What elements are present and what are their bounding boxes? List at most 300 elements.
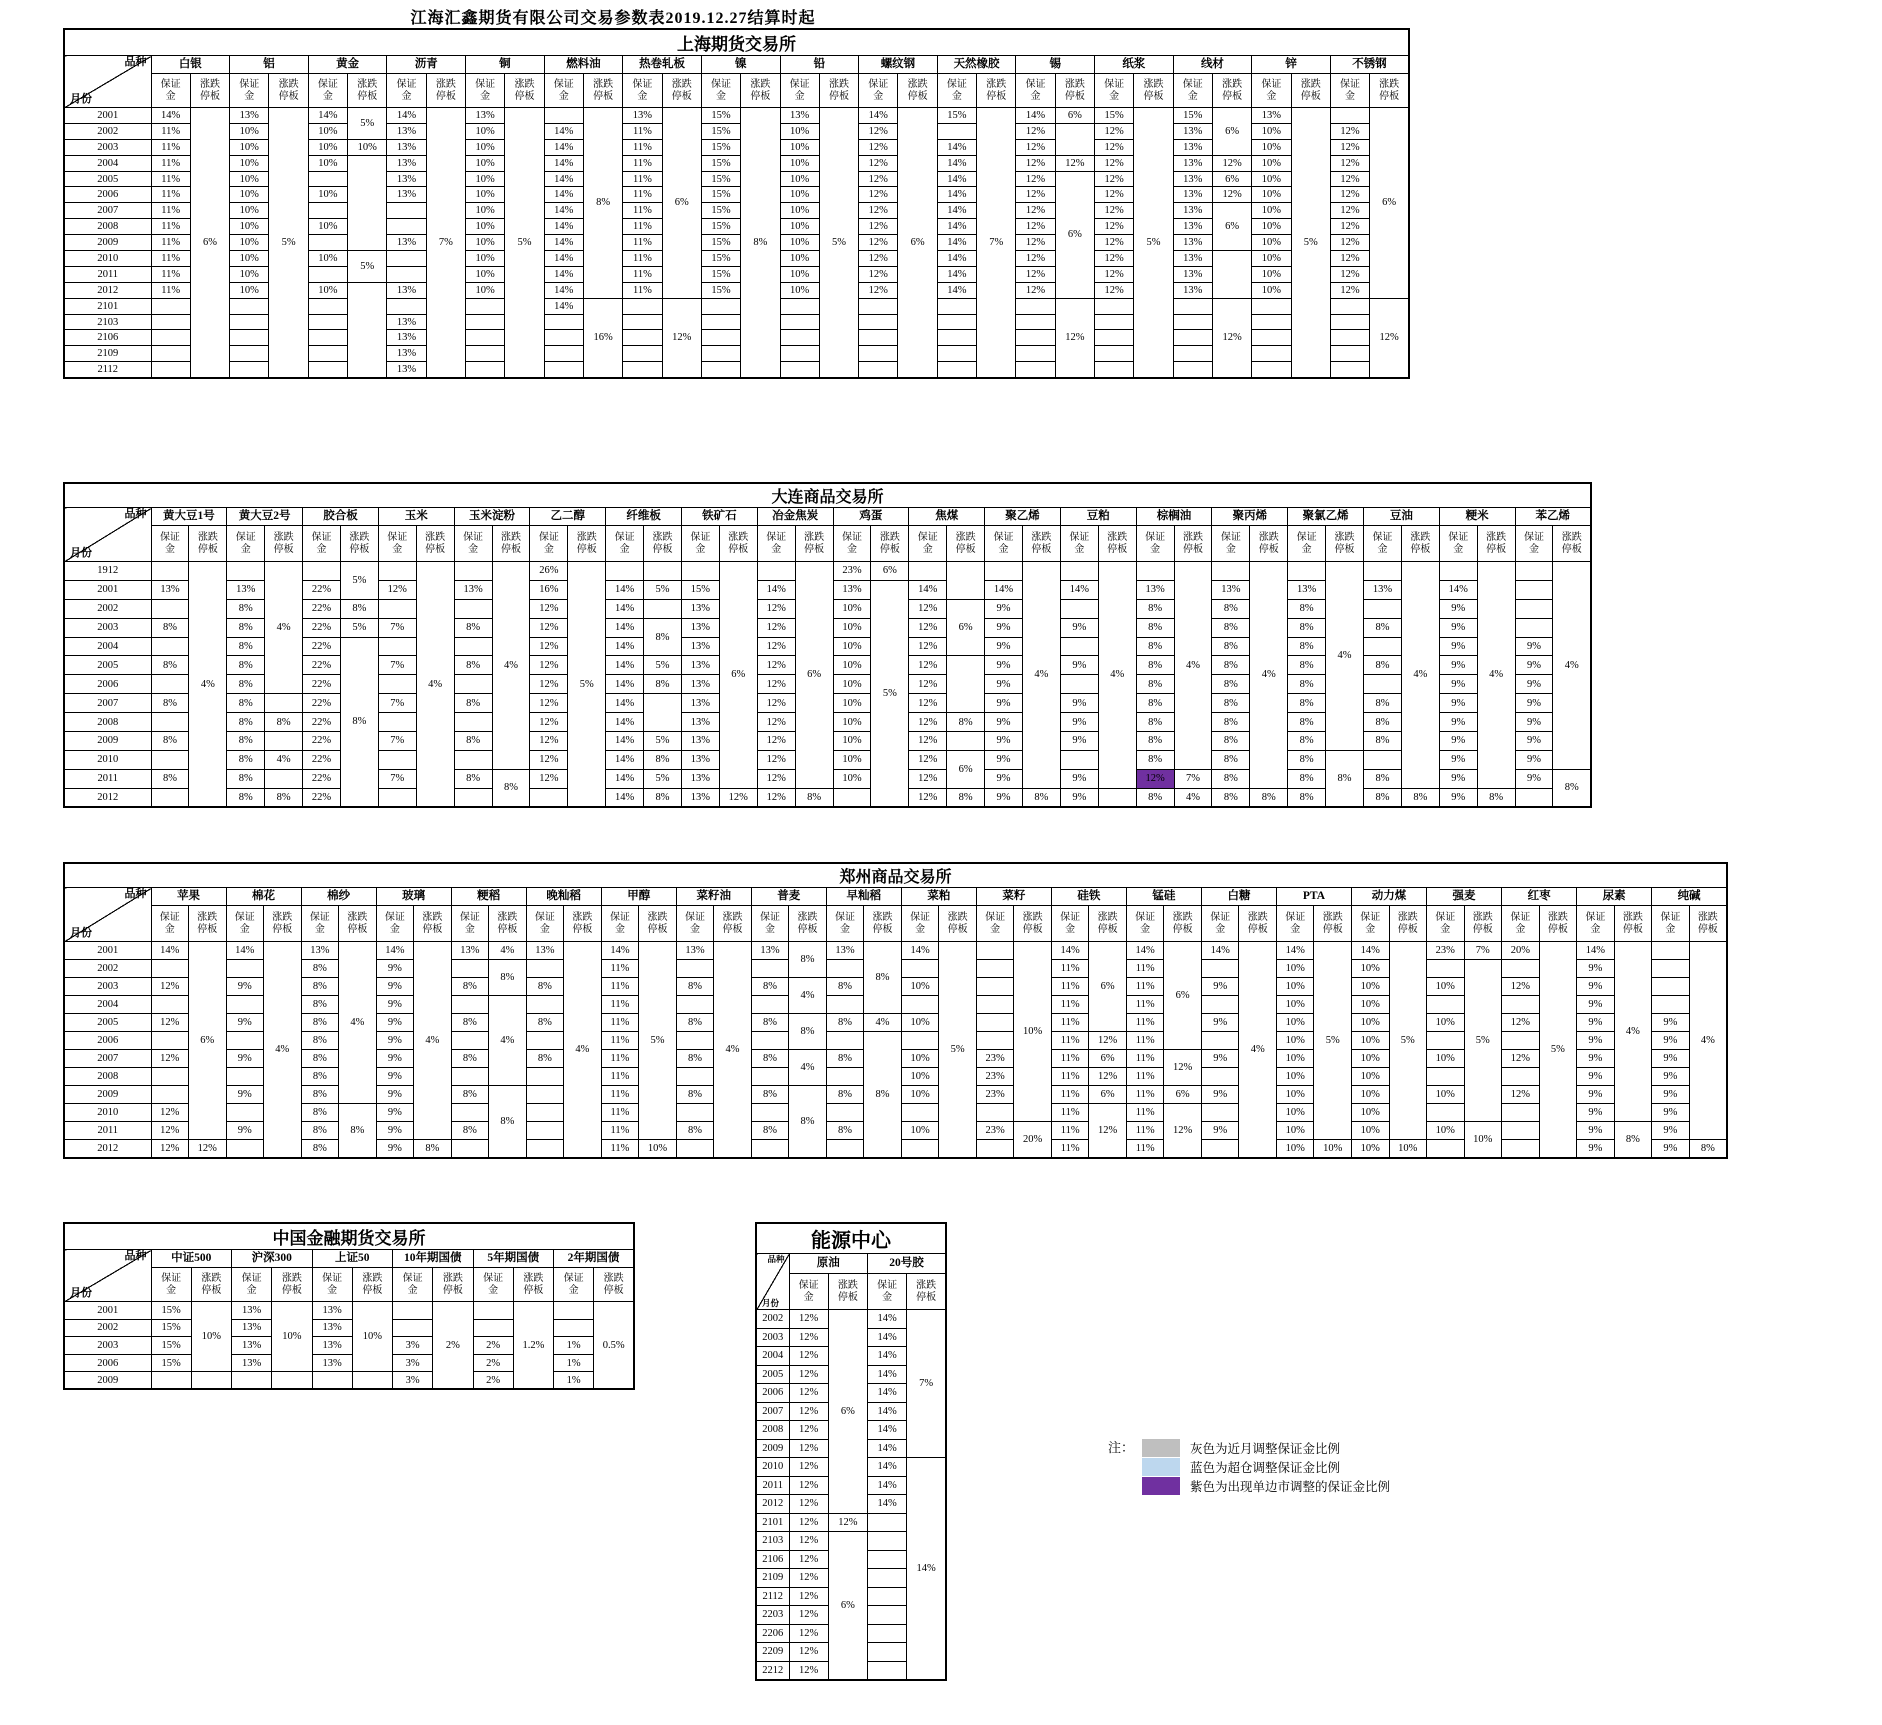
limit-header: 涨跌 停板	[1553, 526, 1591, 562]
margin-cell: 11%	[601, 978, 639, 996]
margin-cell: 13%	[387, 330, 426, 346]
margin-cell	[1212, 562, 1250, 581]
margin-cell: 12%	[530, 732, 568, 751]
margin-cell: 8%	[151, 694, 189, 713]
legend-item-text: 紫色为出现单边市调整的保证金比例	[1190, 1479, 1391, 1494]
margin-cell: 8%	[151, 732, 189, 751]
margin-cell	[780, 330, 819, 346]
margin-cell: 10%	[230, 235, 269, 251]
margin-header: 保证 金	[1364, 526, 1402, 562]
margin-cell	[868, 1643, 907, 1662]
limit-header: 涨跌 停板	[1098, 526, 1136, 562]
margin-cell: 9%	[1439, 713, 1477, 732]
product-header: 黄大豆2号	[227, 508, 303, 526]
limit-cell: 8%	[741, 108, 780, 378]
margin-cell	[1173, 314, 1212, 330]
limit-header: 涨跌 停板	[505, 74, 544, 108]
margin-cell	[312, 1372, 352, 1390]
margin-cell	[1652, 978, 1690, 996]
margin-cell	[901, 1140, 939, 1158]
exchange-title: 大连商品交易所	[64, 483, 1591, 508]
limit-cell: 4%	[1098, 562, 1136, 789]
month-label: 2101	[756, 1513, 789, 1532]
limit-cell: 10%	[1314, 1140, 1352, 1158]
limit-header: 涨跌 停板	[264, 906, 302, 942]
limit-cell: 6%	[1212, 203, 1251, 251]
margin-cell	[780, 346, 819, 362]
margin-cell: 9%	[376, 978, 414, 996]
limit-header: 涨跌 停板	[583, 74, 622, 108]
margin-cell: 22%	[303, 694, 341, 713]
limit-header: 涨跌 停板	[1239, 906, 1277, 942]
margin-cell: 12%	[1016, 251, 1055, 267]
month-label: 2002	[64, 599, 151, 618]
margin-cell: 10%	[466, 187, 505, 203]
margin-header: 保证 金	[681, 526, 719, 562]
limit-header: 涨跌 停板	[1326, 526, 1364, 562]
month-label: 2001	[64, 942, 151, 960]
margin-cell: 8%	[1212, 713, 1250, 732]
margin-cell: 12%	[757, 675, 795, 694]
margin-cell: 10%	[1276, 1140, 1314, 1158]
margin-cell: 12%	[789, 1587, 828, 1606]
margin-cell	[526, 960, 564, 978]
margin-header: 保证 金	[985, 526, 1023, 562]
margin-cell: 14%	[1051, 942, 1089, 960]
margin-cell: 13%	[681, 750, 719, 769]
margin-header: 保证 金	[466, 74, 505, 108]
margin-cell	[780, 362, 819, 378]
margin-cell	[151, 713, 189, 732]
limit-cell: 8%	[339, 1104, 377, 1158]
margin-cell: 9%	[1201, 1050, 1239, 1068]
margin-header: 保证 金	[1016, 74, 1055, 108]
margin-cell: 9%	[1201, 978, 1239, 996]
margin-cell: 9%	[985, 637, 1023, 656]
limit-header: 涨跌 停板	[594, 1268, 634, 1302]
margin-cell: 9%	[1439, 694, 1477, 713]
margin-cell: 11%	[1126, 1104, 1164, 1122]
legend-item	[1142, 1438, 1390, 1457]
margin-cell: 13%	[1364, 580, 1402, 599]
margin-cell	[454, 599, 492, 618]
margin-cell: 22%	[303, 788, 341, 807]
margin-cell	[1060, 562, 1098, 581]
margin-cell: 11%	[1126, 1086, 1164, 1104]
margin-cell: 8%	[1136, 599, 1174, 618]
limit-cell: 6%	[719, 562, 757, 789]
limit-cell: 5%	[1134, 108, 1173, 378]
margin-cell	[681, 562, 719, 581]
margin-cell: 13%	[232, 1337, 272, 1355]
margin-header: 保证 金	[473, 1268, 513, 1302]
margin-cell: 13%	[1173, 155, 1212, 171]
margin-cell: 11%	[1126, 1140, 1164, 1158]
product-header: 线材	[1173, 56, 1252, 74]
margin-cell	[1201, 960, 1239, 978]
month-label: 2008	[64, 713, 151, 732]
margin-header: 保证 金	[376, 906, 414, 942]
product-header: 燃料油	[544, 56, 623, 74]
limit-cell: 4%	[1401, 562, 1439, 789]
margin-cell: 12%	[1330, 155, 1369, 171]
margin-cell: 9%	[1439, 656, 1477, 675]
margin-cell: 8%	[227, 713, 265, 732]
margin-cell: 8%	[451, 978, 489, 996]
limit-header: 涨跌 停板	[272, 1268, 312, 1302]
limit-cell	[1212, 251, 1251, 299]
margin-cell: 12%	[530, 637, 568, 656]
limit-cell: 8%	[789, 1086, 827, 1158]
margin-cell: 9%	[985, 694, 1023, 713]
limit-cell: 7%	[426, 108, 465, 378]
limit-header: 涨跌 停板	[1689, 906, 1727, 942]
margin-cell: 8%	[751, 1050, 789, 1068]
product-header: 铜	[466, 56, 545, 74]
margin-cell: 12%	[859, 219, 898, 235]
margin-cell	[1095, 314, 1134, 330]
limit-cell: 10%	[352, 1302, 392, 1372]
month-label: 2007	[756, 1402, 789, 1421]
product-header: 焦煤	[909, 508, 985, 526]
margin-cell: 9%	[376, 1140, 414, 1158]
margin-cell: 14%	[544, 282, 583, 298]
limit-cell: 8%	[414, 1140, 452, 1158]
limit-cell: 4%	[1250, 562, 1288, 789]
margin-cell: 8%	[1136, 694, 1174, 713]
margin-cell: 12%	[909, 750, 947, 769]
margin-cell: 8%	[526, 1014, 564, 1032]
margin-cell: 13%	[681, 656, 719, 675]
month-label: 2005	[756, 1365, 789, 1384]
margin-cell: 15%	[701, 187, 740, 203]
margin-cell	[526, 1122, 564, 1140]
exchange-title: 上海期货交易所	[64, 29, 1409, 56]
margin-cell: 12%	[789, 1643, 828, 1662]
margin-cell	[151, 788, 189, 807]
margin-header: 保证 金	[151, 74, 190, 108]
margin-cell	[451, 1140, 489, 1158]
margin-cell: 8%	[227, 769, 265, 788]
margin-cell	[226, 996, 264, 1014]
margin-cell: 9%	[985, 769, 1023, 788]
margin-cell: 14%	[868, 1439, 907, 1458]
margin-cell: 10%	[1352, 978, 1390, 996]
margin-cell: 13%	[387, 235, 426, 251]
month-label: 2012	[756, 1495, 789, 1514]
margin-header: 保证 金	[226, 906, 264, 942]
margin-cell	[1201, 1104, 1239, 1122]
margin-cell	[232, 1372, 272, 1390]
limit-cell: 4%	[1614, 942, 1652, 1122]
limit-cell: 0.5%	[594, 1302, 634, 1390]
margin-cell: 22%	[303, 769, 341, 788]
margin-cell: 12%	[530, 750, 568, 769]
limit-header: 涨跌 停板	[907, 1274, 946, 1310]
margin-cell: 13%	[387, 139, 426, 155]
margin-cell: 13%	[1173, 235, 1212, 251]
margin-cell: 8%	[1136, 618, 1174, 637]
margin-cell	[1016, 330, 1055, 346]
limit-header: 涨跌 停板	[568, 526, 606, 562]
margin-header: 保证 金	[151, 1268, 191, 1302]
margin-cell: 10%	[1427, 1086, 1465, 1104]
margin-cell: 8%	[227, 599, 265, 618]
margin-cell: 10%	[833, 732, 871, 751]
margin-cell: 12%	[757, 694, 795, 713]
limit-header: 涨跌 停板	[1401, 526, 1439, 562]
limit-header: 涨跌 停板	[189, 526, 227, 562]
limit-cell: 4%	[1022, 562, 1060, 789]
margin-cell: 8%	[301, 1050, 339, 1068]
margin-header: 保证 金	[1051, 906, 1089, 942]
margin-header: 保证 金	[526, 906, 564, 942]
margin-cell: 10%	[780, 235, 819, 251]
month-label: 2009	[64, 1086, 151, 1104]
margin-cell	[454, 713, 492, 732]
margin-cell: 23%	[976, 1086, 1014, 1104]
margin-cell: 10%	[1352, 1068, 1390, 1086]
limit-header: 涨跌 停板	[795, 526, 833, 562]
margin-cell	[451, 1068, 489, 1086]
margin-cell: 14%	[937, 235, 976, 251]
month-label: 2010	[64, 750, 151, 769]
margin-cell	[1427, 1068, 1465, 1086]
shfe-exchange-table-container	[63, 28, 1410, 379]
margin-cell: 15%	[701, 123, 740, 139]
limit-cell: 6%	[1055, 171, 1094, 298]
margin-cell	[1515, 618, 1553, 637]
product-header: 镍	[701, 56, 780, 74]
margin-header: 保证 金	[751, 906, 789, 942]
margin-cell: 8%	[826, 1122, 864, 1140]
margin-cell: 14%	[901, 942, 939, 960]
margin-cell	[378, 562, 416, 581]
limit-cell: 4%	[564, 942, 602, 1158]
czce-table	[63, 862, 1728, 1159]
margin-cell: 10%	[466, 203, 505, 219]
margin-cell: 9%	[376, 1122, 414, 1140]
margin-header: 保证 金	[868, 1274, 907, 1310]
month-label: 2003	[64, 1337, 151, 1355]
margin-cell	[901, 1032, 939, 1050]
margin-header: 保证 金	[1515, 526, 1553, 562]
margin-cell	[1515, 599, 1553, 618]
margin-cell: 10%	[466, 282, 505, 298]
margin-cell: 22%	[303, 656, 341, 675]
margin-cell: 14%	[937, 187, 976, 203]
product-header: 中证500	[151, 1250, 232, 1268]
margin-cell: 10%	[1276, 1068, 1314, 1086]
margin-cell	[451, 1104, 489, 1122]
margin-cell: 10%	[466, 219, 505, 235]
limit-header: 涨跌 停板	[864, 906, 902, 942]
margin-cell	[466, 314, 505, 330]
margin-cell	[701, 298, 740, 314]
product-header: 强麦	[1427, 888, 1502, 906]
margin-cell	[226, 1068, 264, 1086]
margin-cell: 10%	[466, 139, 505, 155]
margin-cell: 12%	[859, 282, 898, 298]
margin-cell: 12%	[1095, 123, 1134, 139]
margin-cell: 9%	[1577, 960, 1615, 978]
margin-cell: 12%	[789, 1310, 828, 1329]
margin-cell	[151, 750, 189, 769]
corner-product-label: 品种	[767, 1254, 785, 1264]
month-label: 2011	[64, 266, 151, 282]
margin-cell: 10%	[1352, 960, 1390, 978]
limit-header: 涨跌 停板	[1174, 526, 1212, 562]
margin-cell: 10%	[1276, 978, 1314, 996]
margin-cell	[151, 346, 190, 362]
limit-cell	[265, 732, 303, 751]
margin-cell: 13%	[1173, 266, 1212, 282]
margin-cell	[676, 960, 714, 978]
margin-cell	[1652, 942, 1690, 960]
margin-cell: 15%	[937, 108, 976, 124]
margin-cell: 12%	[151, 1122, 189, 1140]
margin-cell: 8%	[826, 978, 864, 996]
margin-cell: 12%	[859, 123, 898, 139]
product-header: 菜籽油	[676, 888, 751, 906]
corner-month-label: 月份	[762, 1298, 780, 1309]
limit-header: 涨跌 停板	[426, 74, 465, 108]
month-label: 2209	[756, 1643, 789, 1662]
margin-cell: 10%	[230, 187, 269, 203]
legend-color-swatch	[1142, 1458, 1180, 1476]
limit-cell: 4%	[1326, 562, 1364, 751]
margin-header: 保证 金	[623, 74, 662, 108]
margin-cell: 12%	[1330, 282, 1369, 298]
margin-cell: 13%	[1173, 251, 1212, 267]
margin-cell: 8%	[301, 996, 339, 1014]
margin-cell: 11%	[1051, 1104, 1089, 1122]
margin-cell: 8%	[454, 769, 492, 788]
margin-cell: 8%	[1288, 750, 1326, 769]
month-label: 2008	[756, 1421, 789, 1440]
margin-cell: 14%	[937, 251, 976, 267]
margin-cell	[1095, 298, 1134, 314]
margin-cell: 14%	[544, 155, 583, 171]
margin-cell	[976, 1104, 1014, 1122]
margin-cell: 14%	[1201, 942, 1239, 960]
margin-cell: 13%	[681, 788, 719, 807]
month-label: 2103	[64, 314, 151, 330]
limit-cell: 6%	[189, 942, 227, 1140]
margin-cell: 12%	[1330, 139, 1369, 155]
margin-cell: 1%	[554, 1372, 594, 1390]
margin-cell: 13%	[312, 1337, 352, 1355]
margin-cell: 8%	[1288, 694, 1326, 713]
margin-cell: 14%	[868, 1328, 907, 1347]
margin-cell: 8%	[301, 1140, 339, 1158]
limit-cell: 12%	[1164, 1104, 1202, 1158]
margin-cell	[1173, 298, 1212, 314]
margin-cell: 11%	[623, 123, 662, 139]
limit-header: 涨跌 停板	[1539, 906, 1577, 942]
margin-cell	[227, 562, 265, 581]
margin-cell: 9%	[1577, 1140, 1615, 1158]
margin-cell	[451, 1032, 489, 1050]
margin-cell: 8%	[451, 1086, 489, 1104]
limit-header: 涨跌 停板	[789, 906, 827, 942]
margin-cell	[378, 788, 416, 807]
margin-cell: 10%	[901, 1122, 939, 1140]
margin-cell: 8%	[227, 656, 265, 675]
margin-header: 保证 金	[378, 526, 416, 562]
margin-cell	[976, 1014, 1014, 1032]
limit-header: 涨跌 停板	[433, 1268, 473, 1302]
margin-cell: 8%	[826, 1050, 864, 1068]
margin-cell: 9%	[1652, 1068, 1690, 1086]
limit-header: 涨跌 停板	[1014, 906, 1052, 942]
margin-cell: 13%	[151, 580, 189, 599]
margin-cell: 9%	[1515, 637, 1553, 656]
margin-cell: 7%	[378, 656, 416, 675]
limit-cell: 12%	[1089, 1068, 1127, 1086]
margin-cell: 12%	[859, 155, 898, 171]
margin-cell	[226, 1032, 264, 1050]
margin-cell: 10%	[230, 251, 269, 267]
margin-cell: 10%	[780, 203, 819, 219]
limit-cell: 14%	[907, 1458, 946, 1680]
limit-cell: 7%	[1174, 769, 1212, 788]
corner-month-label: 月份	[70, 927, 92, 940]
margin-cell: 10%	[1352, 1014, 1390, 1032]
margin-cell: 13%	[1212, 580, 1250, 599]
month-label: 2010	[64, 1104, 151, 1122]
margin-cell: 14%	[868, 1402, 907, 1421]
margin-header: 保证 金	[151, 906, 189, 942]
margin-cell: 8%	[227, 732, 265, 751]
margin-cell: 9%	[1439, 618, 1477, 637]
limit-cell	[644, 694, 682, 732]
margin-cell	[901, 960, 939, 978]
margin-cell: 10%	[466, 171, 505, 187]
margin-header: 保证 金	[937, 74, 976, 108]
margin-cell: 8%	[1288, 656, 1326, 675]
margin-header: 保证 金	[1252, 74, 1291, 108]
limit-cell: 6%	[871, 562, 909, 581]
month-label: 2004	[64, 637, 151, 656]
margin-cell: 15%	[701, 219, 740, 235]
margin-cell: 10%	[1252, 235, 1291, 251]
margin-cell	[526, 1140, 564, 1158]
margin-cell: 14%	[1126, 942, 1164, 960]
margin-cell	[393, 1302, 433, 1320]
limit-cell: 4%	[789, 978, 827, 1014]
margin-cell: 11%	[623, 171, 662, 187]
limit-cell: 7%	[1464, 942, 1502, 960]
limit-cell: 10%	[272, 1302, 312, 1372]
margin-cell	[1288, 562, 1326, 581]
margin-cell: 12%	[1330, 187, 1369, 203]
limit-header: 涨跌 停板	[1250, 526, 1288, 562]
cffex-exchange-table-container	[63, 1222, 635, 1390]
margin-cell	[1515, 562, 1553, 581]
margin-cell: 12%	[909, 732, 947, 751]
margin-cell: 10%	[833, 637, 871, 656]
margin-cell: 11%	[151, 123, 190, 139]
margin-cell: 9%	[1652, 1014, 1690, 1032]
margin-cell: 13%	[623, 108, 662, 124]
margin-cell	[1427, 960, 1465, 978]
margin-cell: 8%	[301, 978, 339, 996]
margin-cell: 14%	[544, 235, 583, 251]
limit-cell: 4%	[864, 1014, 902, 1032]
margin-header: 保证 金	[554, 1268, 594, 1302]
margin-cell: 12%	[789, 1365, 828, 1384]
